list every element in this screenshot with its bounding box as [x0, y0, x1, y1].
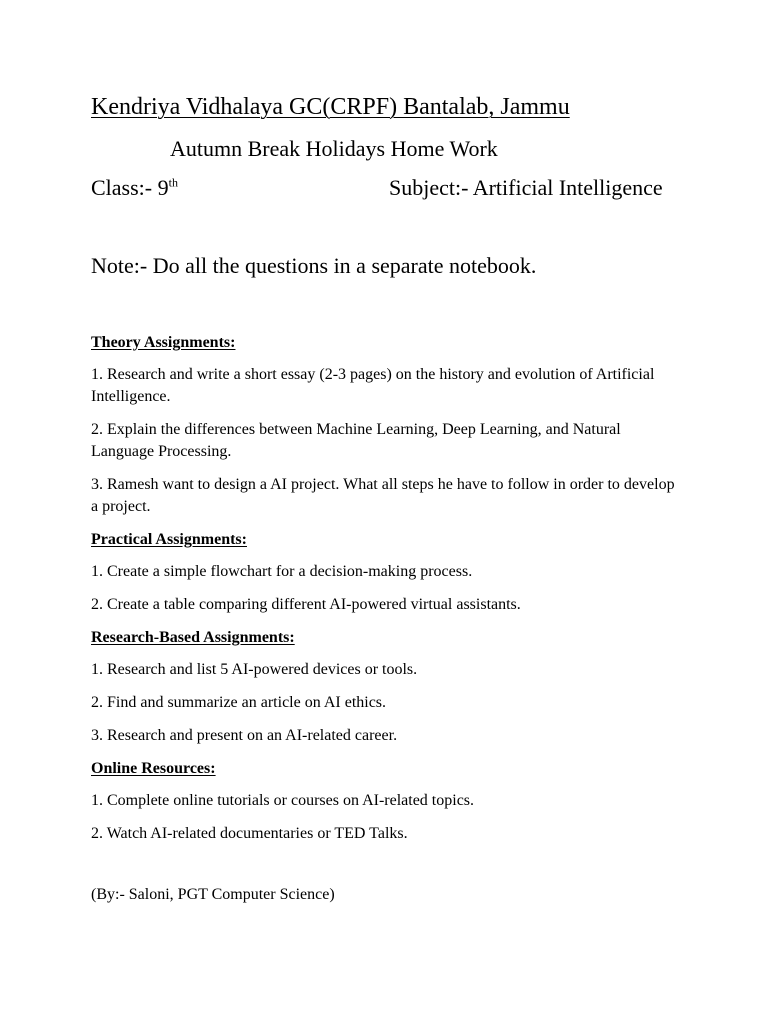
- section-heading: Theory Assignments:: [91, 334, 236, 351]
- list-item: 3. Research and present on an AI-related career.: [91, 727, 398, 744]
- section-heading: Research-Based Assignments:: [91, 629, 295, 646]
- section-heading: Practical Assignments:: [91, 531, 247, 548]
- section-theory: [91, 332, 681, 518]
- subject-label: Subject:- Artificial Intelligence: [389, 175, 663, 200]
- author-credit: (By:- Saloni, PGT Computer Science): [91, 886, 335, 903]
- list-item: 3. Ramesh want to design a AI project. What all steps he have to follow in order to develop a project.: [91, 476, 675, 515]
- note-text: Note:- Do all the questions in a separate notebook.: [91, 253, 537, 278]
- section-online-resources: [91, 758, 681, 845]
- list-item: 1. Create a simple flowchart for a decision-making process.: [91, 563, 473, 580]
- list-item: 2. Explain the differences between Machine Learning, Deep Learning, and Natural Language Processing.: [91, 421, 621, 460]
- section-research: [91, 627, 681, 747]
- list-item: 1. Research and write a short essay (2-3 pages) on the history and evolution of Artificial Intelligence.: [91, 366, 655, 405]
- class-superscript: th: [168, 175, 178, 190]
- school-name: Kendriya Vidhalaya GC(CRPF) Bantalab, Jammu: [91, 94, 570, 120]
- class-line: [91, 175, 178, 201]
- list-item: 2. Find and summarize an article on AI ethics.: [91, 694, 387, 711]
- list-item: 2. Create a table comparing different AI-powered virtual assistants.: [91, 596, 521, 613]
- section-practical: [91, 529, 681, 616]
- list-item: 1. Research and list 5 AI-powered devices or tools.: [91, 661, 418, 678]
- assignments-content: [91, 332, 681, 856]
- class-label: Class:- 9: [91, 175, 169, 200]
- list-item: 2. Watch AI-related documentaries or TED Talks.: [91, 825, 408, 842]
- homework-title: Autumn Break Holidays Home Work: [170, 136, 498, 161]
- section-heading: Online Resources:: [91, 760, 216, 777]
- list-item: 1. Complete online tutorials or courses on AI-related topics.: [91, 792, 475, 809]
